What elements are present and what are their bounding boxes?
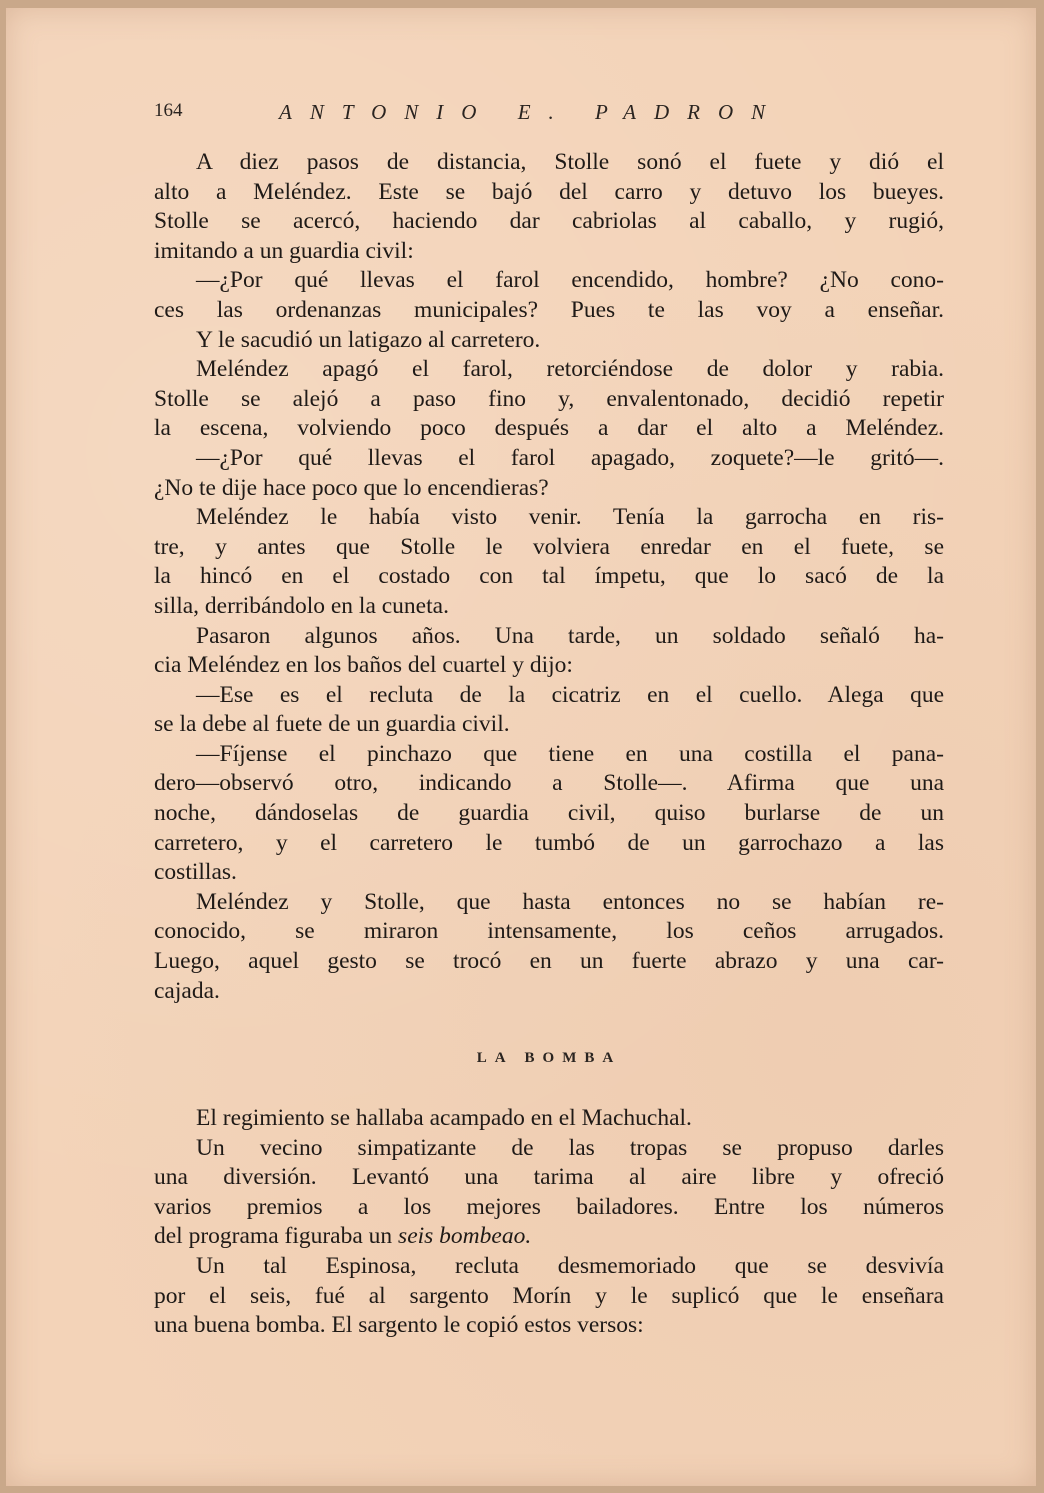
text-line: conocido, se miraron intensamente, los ceños arrugados. (154, 918, 944, 945)
text-line: carretero, y el carretero le tumbó de un garrochazo a las (154, 829, 944, 856)
text-line: Meléndez le había visto venir. Tenía la garrocha en ris- (196, 504, 944, 531)
text-line: cia Meléndez en los baños del cuartel y dijo: (154, 652, 573, 679)
text-line: El regimiento se hallaba acampado en el Machuchal. (196, 1105, 692, 1131)
text-line: silla, derribándolo en la cuneta. (154, 592, 449, 619)
text-line: Y le sacudió un latigazo al carretero. (196, 326, 541, 353)
text-line: —¿Por qué llevas el farol encendido, hombre? ¿No cono- (196, 267, 944, 294)
text-line: imitando a un guardia civil: (154, 237, 414, 264)
text-line (154, 1222, 944, 1252)
running-head: ANTONIO E. PADRON (279, 100, 784, 124)
text-line: una buena bomba. El sargento le copió estos versos: (154, 1312, 644, 1339)
text-line: alto a Meléndez. Este se bajó del carro y detuvo los bueyes. (154, 178, 944, 205)
text-line: Pasaron algunos años. Una tarde, un soldado señaló ha- (196, 622, 944, 649)
text-line: ¿No te dije hace poco que lo encendieras? (154, 474, 549, 501)
italic-term: seis bombeao. (398, 1223, 532, 1250)
text-line: —Ese es el recluta de la cicatriz en el cuello. Alega que (196, 681, 944, 708)
text-line: tre, y antes que Stolle le volviera enredar en el fuete, se (154, 533, 944, 560)
text-line: Luego, aquel gesto se trocó en un fuerte abrazo y una car- (154, 948, 944, 975)
section-text (154, 1104, 944, 1341)
text-line: la escena, volviendo poco después a dar el alto a Meléndez. (154, 415, 944, 442)
text-line: Stolle se acercó, haciendo dar cabriolas al caballo, y rugió, (154, 208, 944, 235)
text-line: cajada. (154, 977, 220, 1004)
text-line: Un tal Espinosa, recluta desmemoriado que se desvivía (196, 1252, 944, 1279)
text-line: A diez pasos de distancia, Stolle sonó el fuete y dió el (196, 149, 944, 175)
text-line: —¿Por qué llevas el farol apagado, zoquete?—le gritó—. (196, 444, 944, 471)
section-title: LA BOMBA (476, 1050, 622, 1066)
text-line: costillas. (154, 859, 237, 886)
text-line: por el seis, fué al sargento Morín y le suplicó que le enseñara (154, 1282, 944, 1309)
text-line: Meléndez apagó el farol, retorciéndose de dolor y rabia. (196, 356, 944, 383)
text-line: se la debe al fuete de un guardia civil. (154, 711, 510, 738)
text-line: ces las ordenanzas municipales? Pues te las voy a enseñar. (154, 296, 944, 323)
text-fragment: del programa figuraba un (154, 1223, 399, 1250)
text-line: la hincó en el costado con tal ímpetu, que lo sacó de la (154, 563, 944, 590)
text-line: noche, dándoselas de guardia civil, quiso burlarse de un (154, 800, 944, 827)
text-line: —Fíjense el pinchazo que tiene en una costilla el pana- (196, 740, 944, 767)
book-page (6, 8, 1036, 1486)
text-line: Stolle se alejó a paso fino y, envalentonado, decidió repetir (154, 385, 944, 412)
text-line: varios premios a los mejores bailadores. Entre los números (154, 1193, 944, 1220)
text-line: dero—observó otro, indicando a Stolle—. Afirma que una (154, 770, 944, 797)
text-line: una diversión. Levantó una tarima al aire libre y ofreció (154, 1164, 944, 1191)
text-line: Un vecino simpatizante de las tropas se propuso darles (196, 1134, 944, 1161)
story-text (154, 148, 944, 1006)
text-line: Meléndez y Stolle, que hasta entonces no se habían re- (196, 888, 944, 915)
page-header (154, 100, 944, 130)
page-number: 164 (154, 100, 183, 121)
